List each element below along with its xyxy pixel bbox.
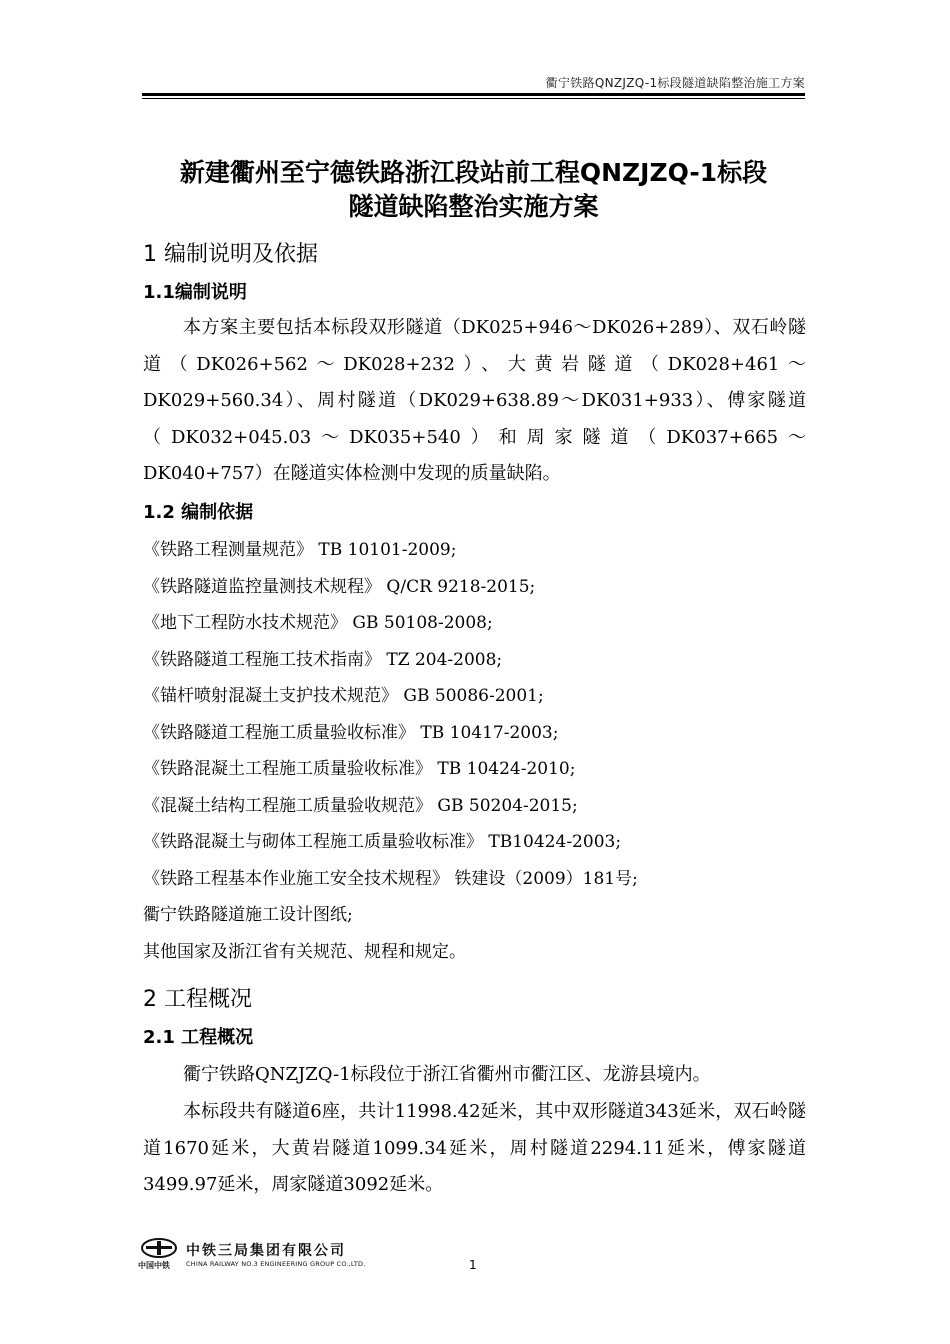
document-title-line2: 隧道缺陷整治实施方案 — [348, 192, 599, 221]
reference-list — [143, 532, 806, 970]
reference-item: 《混凝土结构工程施工质量验收规范》 GB 50204-2015; — [143, 795, 578, 816]
reference-item: 《铁路隧道工程施工质量验收标准》 TB 10417-2003; — [143, 722, 559, 743]
page-number: 1 — [469, 1258, 477, 1272]
header-rule-thin — [142, 98, 805, 99]
reference-item: 《铁路混凝土工程施工质量验收标准》 TB 10424-2010; — [143, 759, 576, 779]
reference-item: 《铁路工程测量规范》 TB 10101-2009; — [143, 540, 457, 560]
reference-item: 《铁路隧道工程施工技术指南》 TZ 204-2008; — [143, 649, 503, 670]
section-1-1-paragraph: 本方案主要包括本标段双形隧道（DK025+946～DK026+289）、双石岭隧道（DK026+562～DK028+232）、大黄岩隧道（DK028+461～DK029+560.34）、周村隧道（DK029+638.89～DK031+933）、傅家隧道（DK032+045.03～DK035+540）和周家隧道（DK037+665～DK040+757）在隧道实体检测中发现的质量缺陷。 — [143, 317, 806, 484]
document-title — [142, 156, 805, 224]
section-2-1-paragraph-1: 衢宁铁路QNZJZQ-1标段位于浙江省衢州市衢江区、龙游县境内。 — [183, 1064, 711, 1085]
reference-item: 衢宁铁路隧道施工设计图纸; — [143, 905, 353, 925]
section-2-1-heading: 2.1 工程概况 — [143, 1027, 254, 1048]
reference-item: 《铁路工程基本作业施工安全技术规程》 铁建设（2009）181号; — [143, 868, 638, 889]
logo-caption: 中国中铁 — [138, 1261, 170, 1270]
reference-item: 《地下工程防水技术规范》 GB 50108-2008; — [143, 613, 493, 633]
header-rule-thick — [142, 93, 805, 96]
company-name-cn: 中铁三局集团有限公司 — [186, 1243, 346, 1259]
railway-logo-icon — [140, 1238, 178, 1258]
section-2-1-paragraph-2: 本标段共有隧道6座，共计11998.42延米，其中双形隧道343延米，双石岭隧道1670延米，大黄岩隧道1099.34延米，周村隧道2294.11延米，傅家隧道3499.97延米，周家隧道3092延米。 — [143, 1101, 806, 1195]
section-1-heading: 1 编制说明及依据 — [143, 242, 318, 267]
running-title: 衢宁铁路QNZJZQ-1标段隧道缺陷整治施工方案 — [545, 76, 805, 90]
reference-item: 《锚杆喷射混凝土支护技术规范》 GB 50086-2001; — [143, 686, 544, 706]
section-2-heading: 2 工程概况 — [143, 987, 252, 1012]
reference-item: 《铁路隧道监控量测技术规程》 Q/CR 9218-2015; — [143, 576, 536, 597]
document-title-line1: 新建衢州至宁德铁路浙江段站前工程QNZJZQ-1标段 — [179, 158, 768, 187]
reference-item: 其他国家及浙江省有关规范、规程和规定。 — [143, 941, 466, 962]
section-1-2-heading: 1.2 编制依据 — [143, 502, 254, 523]
reference-item: 《铁路混凝土与砌体工程施工质量验收标准》 TB10424-2003; — [143, 832, 622, 852]
section-1-1-heading: 1.1编制说明 — [143, 282, 247, 303]
company-name-en: CHINA RAILWAY NO.3 ENGINEERING GROUP CO.,LTD. — [186, 1260, 366, 1268]
